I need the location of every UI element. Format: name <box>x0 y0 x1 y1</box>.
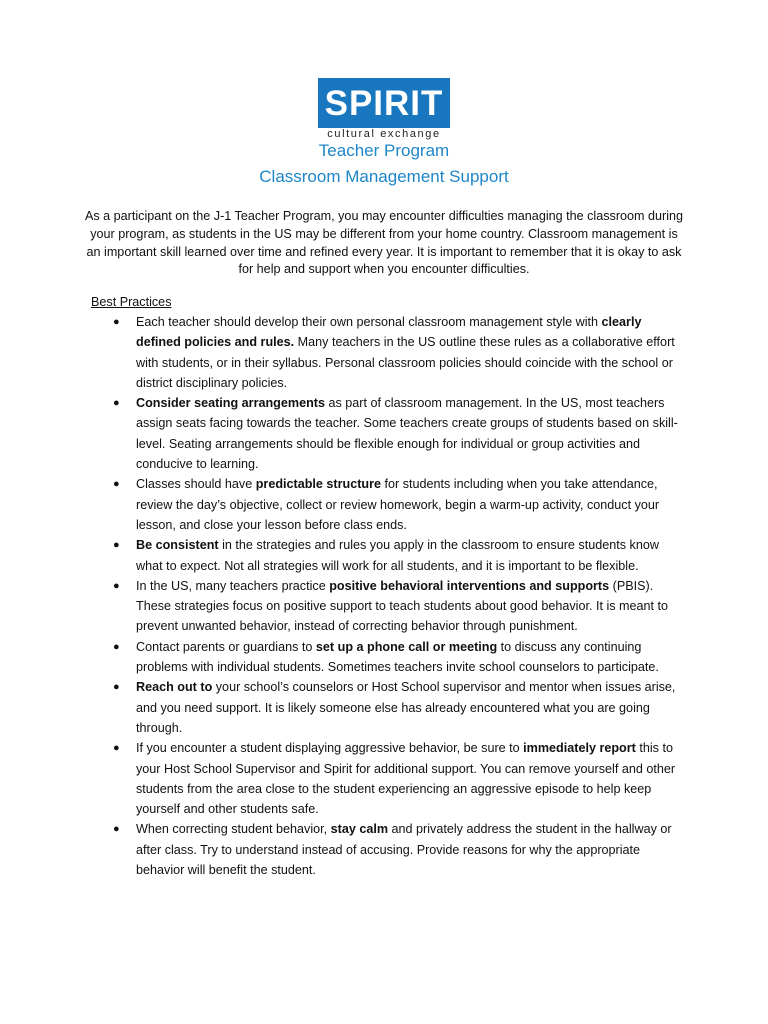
bullet-icon: ● <box>113 823 120 836</box>
list-item: ● If you encounter a student displaying aggressive behavior, be sure to immediately report this to your Host School Supervisor and Spirit for additional support. You can remove yourself and other students from the area close to the student experiencing an aggressive episode to help keep yourself and other students safe. <box>110 738 686 819</box>
logo-subtitle: cultural exchange <box>327 128 441 140</box>
spirit-logo <box>318 78 450 140</box>
bullet-icon: ● <box>113 397 120 410</box>
document-title: Classroom Management Support <box>259 167 509 186</box>
list-item: ● Be consistent in the strategies and rules you apply in the classroom to ensure students know what to expect. Not all strategies will work for all students, and it is important to be flexible. <box>110 535 686 576</box>
list-item: ● When correcting student behavior, stay calm and privately address the student in the hallway or after class. Try to understand instead of accusing. Provide reasons for why the appropriate behavior will benefit the student. <box>110 819 686 880</box>
logo-box <box>318 78 450 128</box>
section-heading: Best Practices <box>91 295 172 309</box>
list-item: ● In the US, many teachers practice positive behavioral interventions and supports (PBIS). These strategies focus on positive support to teach students about good behavior. It is meant to prevent unwanted behavior, instead of correcting behavior through punishment. <box>110 576 686 637</box>
program-title: Teacher Program <box>318 141 450 160</box>
bullet-icon: ● <box>113 640 120 653</box>
bullet-icon: ● <box>113 681 120 694</box>
list-item: ● Each teacher should develop their own personal classroom management style with clearly defined policies and rules. Many teachers in the US outline these rules as a collaborative effort with students, or in their syllabus. Personal classroom policies should coincide with the school or district disciplinary policies. <box>110 312 686 393</box>
bullet-icon: ● <box>113 742 120 755</box>
best-practices-list <box>110 312 686 880</box>
bullet-icon: ● <box>113 316 120 328</box>
intro-paragraph: As a participant on the J-1 Teacher Program, you may encounter difficulties managing the classroom during your program, as students in the US may be different from your home country. Classroom management is an important skill learned over time and refined every year. It is important to remember that it is okay to ask for help and support when you encounter difficulties. <box>84 209 684 277</box>
logo-wordmark: SPIRIT <box>324 83 444 123</box>
bullet-icon: ● <box>113 539 120 552</box>
list-item: ● Contact parents or guardians to set up a phone call or meeting to discuss any continuing problems with individual students. Sometimes teachers invite school counselors to participate. <box>110 637 686 678</box>
list-item: ● Reach out to your school’s counselors or Host School supervisor and mentor when issues arise, and you need support. It is likely someone else has already encountered what you are going through. <box>110 677 686 738</box>
bullet-icon: ● <box>113 478 120 491</box>
list-item: ● Classes should have predictable structure for students including when you take attendance, review the day’s objective, collect or review homework, begin a warm-up activity, conduct your lesson, and close your lesson before class ends. <box>110 474 686 535</box>
list-item: ● Consider seating arrangements as part of classroom management. In the US, most teachers assign seats facing towards the teacher. Some teachers create groups of students based on skill-level. Seating arrangements should be flexible enough for individual or group activities and conducive to learning. <box>110 393 686 474</box>
bullet-icon: ● <box>113 579 120 592</box>
